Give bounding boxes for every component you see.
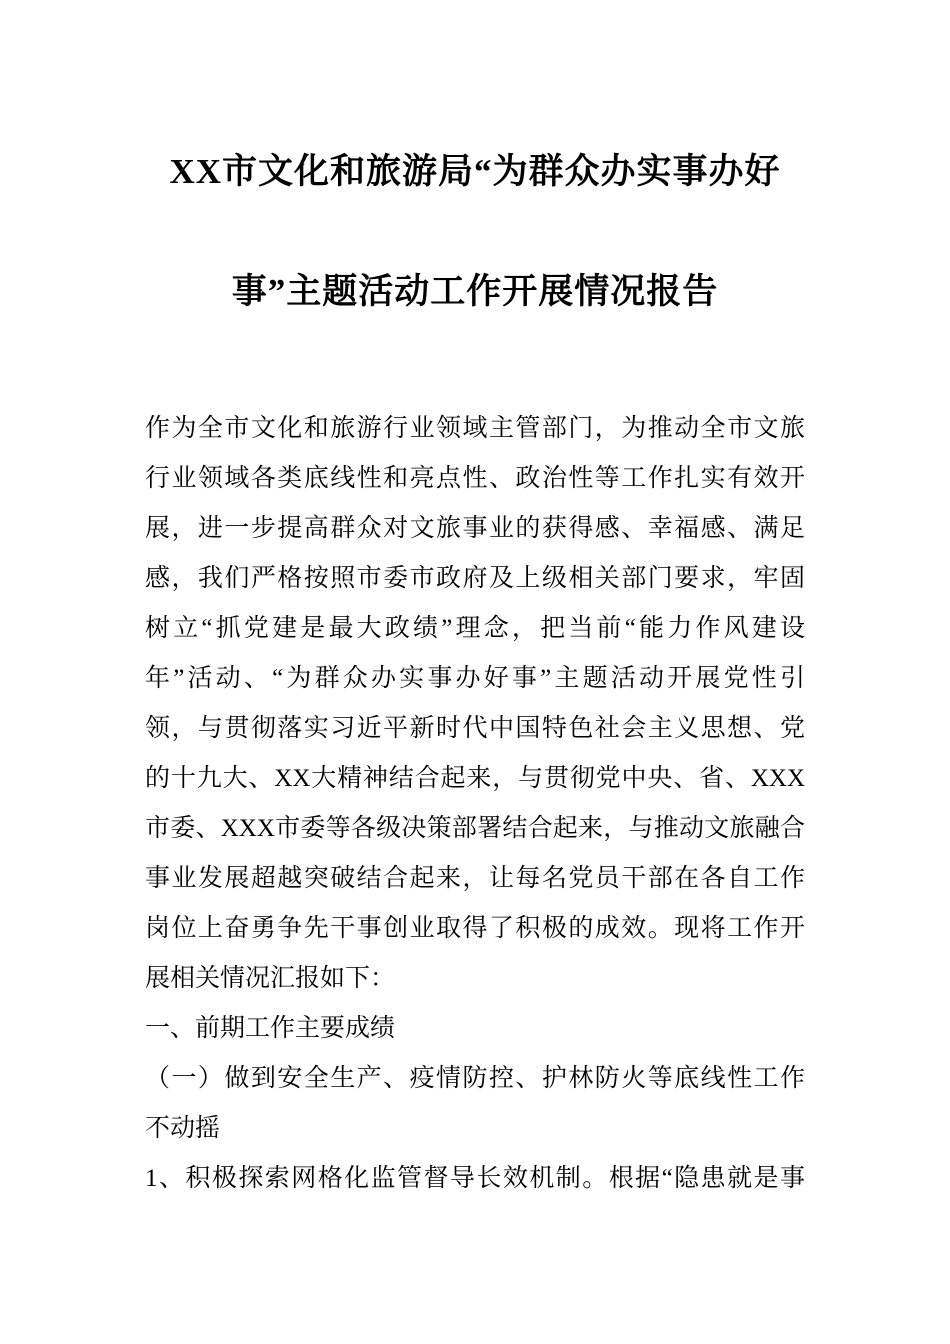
body-line-11: 岗位上奋勇争先干事创业取得了积极的成效。现将工作开 (145, 915, 805, 942)
body-line-10: 事业发展超越突破结合起来，让每名党员干部在各自工作 (145, 865, 805, 892)
document-body (145, 404, 805, 1204)
body-line-5: 树立“抓党建是最大政绩”理念，把当前“能力作风建设 (145, 615, 805, 642)
body-line-7: 领，与贯彻落实习近平新时代中国特色社会主义思想、党 (145, 715, 805, 742)
body-line-12: 展相关情况汇报如下： (145, 965, 396, 992)
body-line-4: 感，我们严格按照市委市政府及上级相关部门要求，牢固 (145, 565, 805, 592)
body-line-2: 行业领域各类底线性和亮点性、政治性等工作扎实有效开 (145, 465, 805, 492)
body-line-14: （一）做到安全生产、疫情防控、护林防火等底线性工作 (145, 1065, 805, 1092)
body-line-3: 展，进一步提高群众对文旅事业的获得感、幸福感、满足 (145, 515, 805, 542)
body-line-6: 年”活动、“为群众办实事办好事”主题活动开展党性引 (145, 665, 805, 692)
body-line-1: 作为全市文化和旅游行业领域主管部门，为推动全市文旅 (145, 415, 805, 442)
body-line-8: 的十九大、XX大精神结合起来，与贯彻党中央、省、XXX (145, 765, 805, 792)
body-line-9: 市委、XXX市委等各级决策部署结合起来，与推动文旅融合 (145, 815, 805, 842)
document-title (145, 112, 805, 352)
body-line-16: 1、积极探索网格化监管督导长效机制。根据“隐患就是事 (145, 1165, 805, 1192)
body-line-15: 不动摇 (145, 1115, 221, 1142)
title-line-2: 事”主题活动工作开展情况报告 (231, 272, 719, 311)
body-line-13: 一、前期工作主要成绩 (145, 1015, 396, 1042)
title-line-1: XX市文化和旅游局“为群众办实事办好 (169, 152, 781, 191)
